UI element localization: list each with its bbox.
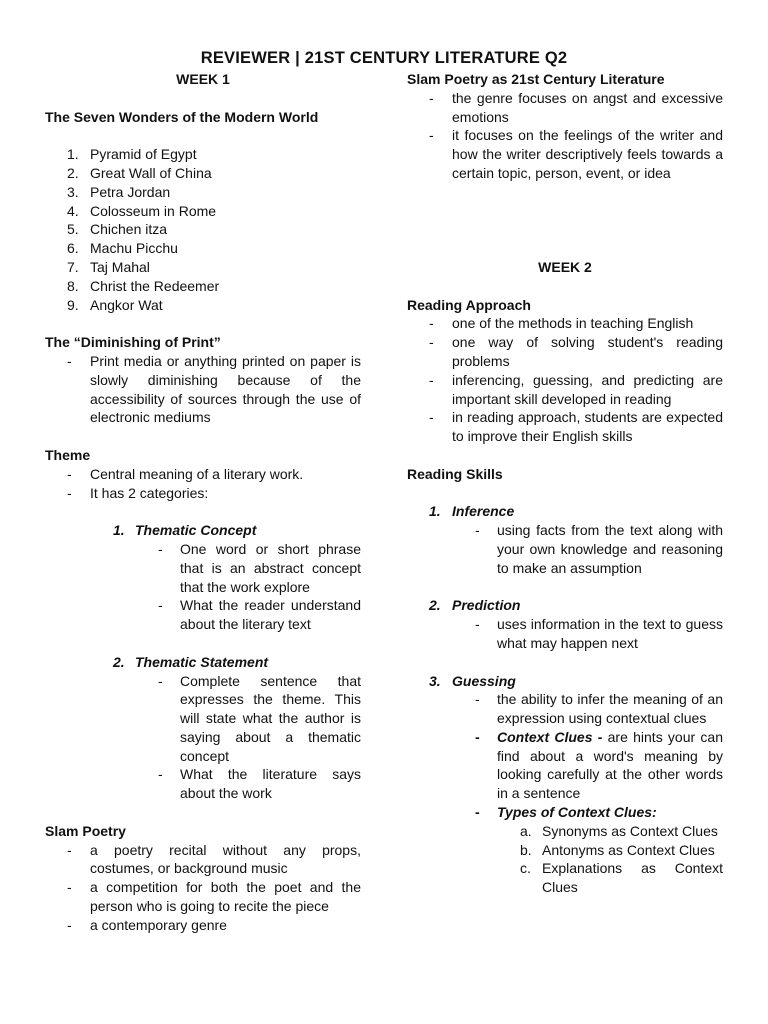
thematic-statement-list (45, 672, 361, 804)
list-item: - in reading approach, students are expected to improve their English skills (429, 409, 723, 445)
list-item: - What the literature says about the work (158, 766, 361, 802)
slam-21st-list (407, 89, 723, 183)
theme-list (45, 465, 361, 503)
list-item: - Central meaning of a literary work. (67, 465, 304, 482)
types-label: Types of Context Clues: (497, 804, 657, 821)
list-item: b. Antonyms as Context Clues (520, 841, 715, 858)
list-item: a. Synonyms as Context Clues (520, 822, 718, 839)
list-item: - One word or short phrase that is an abstract concept that the work explore (158, 540, 361, 595)
context-clues-label: Context Clues - (497, 728, 603, 745)
thematic-concept-heading: 1. Thematic Concept (113, 522, 257, 539)
types-item: - Types of Context Clues: (475, 804, 657, 821)
theme-heading: Theme (45, 446, 91, 463)
list-item: - inferencing, guessing, and predicting are important skill developed in reading (429, 371, 723, 407)
thematic-statement-heading: 2. Thematic Statement (113, 653, 269, 670)
list-item: - Complete sentence that expresses the theme. This will state what the author is saying about a thematic concept (158, 672, 361, 764)
list-item: c. Explanations as Context Clues (520, 860, 723, 896)
list-item: 7. Taj Mahal (67, 258, 150, 275)
list-item: - uses information in the text to guess what may happen next (475, 616, 723, 651)
print-list (45, 352, 361, 427)
guessing-heading: 3. Guessing (429, 672, 516, 689)
right-column (407, 70, 723, 897)
list-item: 6. Machu Picchu (67, 240, 178, 257)
list-item: - What the reader understand about the literary text (158, 597, 361, 633)
list-item: 2. Great Wall of China (67, 164, 212, 181)
list-item: - it focuses on the feelings of the writer and how the writer descriptively feels towards a certain topic, person, event, or idea (429, 127, 723, 181)
inference-heading: 1. Inference (429, 503, 515, 520)
inference-list (407, 521, 723, 577)
wonders-list (45, 145, 361, 314)
list-item: - using facts from the text along with your own knowledge and reasoning to make an assumption (475, 522, 723, 576)
list-item: - Print media or anything printed on paper is slowly diminishing because of the accessibility of sources through the use of electronic mediums (67, 352, 361, 426)
slam-21st-heading: Slam Poetry as 21st Century Literature (407, 71, 665, 87)
page-title: REVIEWER | 21ST CENTURY LITERATURE Q2 (200, 49, 568, 67)
list-item: 3. Petra Jordan (67, 183, 171, 200)
list-item: 8. Christ the Redeemer (67, 277, 220, 294)
print-heading: The “Diminishing of Print” (45, 334, 221, 351)
prediction-heading: 2. Prediction (429, 597, 521, 614)
list-item: 4. Colosseum in Rome (67, 202, 217, 219)
wonders-heading: The Seven Wonders of the Modern World (45, 108, 319, 125)
list-item: 1. Pyramid of Egypt (67, 146, 197, 163)
context-clues-item: - Context Clues - are hints your can find about a word's meaning by looking carefully at the other words in a sentence (475, 728, 723, 802)
left-column (45, 70, 361, 935)
reading-approach-heading: Reading Approach (407, 296, 531, 313)
thematic-concept-list (45, 540, 361, 634)
list-item: 5. Chichen itza (67, 221, 168, 238)
list-item: - a contemporary genre (67, 916, 227, 933)
week-2-heading: WEEK 2 (538, 258, 592, 275)
list-item: - one of the methods in teaching English (429, 315, 694, 332)
guessing-list (407, 690, 723, 822)
list-item: - a competition for both the poet and the person who is going to recite the piece (67, 879, 361, 915)
prediction-list (407, 615, 723, 653)
list-item: - It has 2 categories: (67, 484, 209, 501)
list-item: - the genre focuses on angst and excessive emotions (429, 89, 723, 125)
list-item: - the ability to infer the meaning of an expression using contextual clues (475, 691, 723, 727)
week-1-heading: WEEK 1 (176, 71, 230, 87)
slam-poetry-heading: Slam Poetry (45, 822, 126, 839)
slam-poetry-list (45, 841, 361, 935)
list-item: - one way of solving student's reading problems (429, 334, 723, 369)
reading-skills-heading: Reading Skills (407, 465, 503, 482)
list-item: 9. Angkor Wat (67, 296, 163, 313)
context-clue-types-list (407, 822, 723, 897)
reading-approach-list (407, 314, 723, 446)
list-item: - a poetry recital without any props, costumes, or background music (67, 841, 361, 877)
